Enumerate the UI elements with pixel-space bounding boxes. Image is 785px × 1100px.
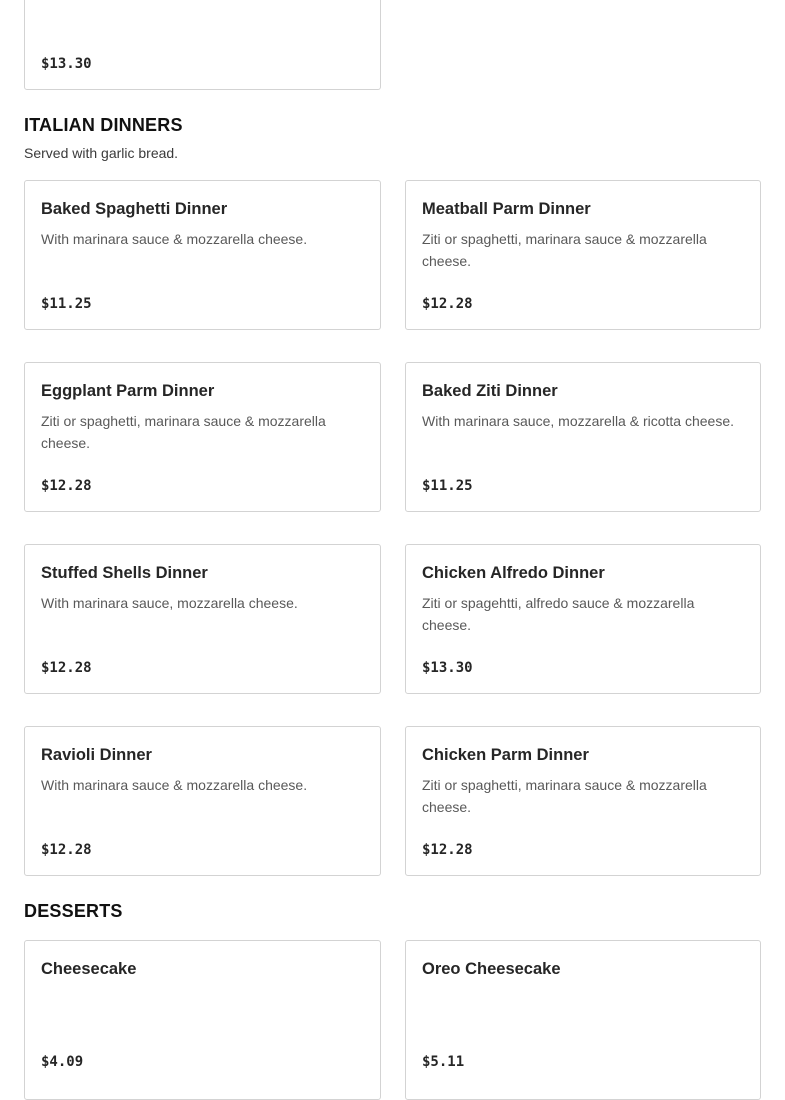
section-title-desserts: DESSERTS	[24, 901, 123, 921]
menu-item-meatball-parm-dinner[interactable]	[405, 180, 761, 330]
menu-item-oreo-cheesecake[interactable]	[405, 940, 761, 1100]
item-description: With marinara sauce & mozzarella cheese.	[41, 777, 308, 793]
item-price: $12.28	[422, 296, 473, 312]
item-name: Stuffed Shells Dinner	[41, 564, 208, 582]
item-description: With marinara sauce, mozzarella cheese.	[41, 595, 298, 611]
item-description: Ziti or spaghetti, marinara sauce & mozzarella cheese.	[41, 413, 326, 451]
item-name: Baked Ziti Dinner	[422, 382, 558, 400]
item-description: With marinara sauce & mozzarella cheese.	[41, 231, 308, 247]
menu-item-chicken-alfredo-dinner[interactable]	[405, 544, 761, 694]
section-subtitle-italian-dinners: Served with garlic bread.	[24, 145, 179, 161]
item-price: $12.28	[422, 842, 473, 858]
menu-item-stuffed-shells-dinner[interactable]	[24, 544, 381, 694]
item-name: Oreo Cheesecake	[422, 960, 561, 978]
item-price: $12.28	[41, 660, 92, 676]
item-price: $11.25	[422, 478, 473, 494]
menu-item-chicken-parm-dinner[interactable]	[405, 726, 761, 876]
item-name: Ravioli Dinner	[41, 746, 152, 764]
item-name: Cheesecake	[41, 960, 137, 978]
item-description: Ziti or spagehtti, alfredo sauce & mozzarella cheese.	[422, 595, 695, 633]
menu-item-eggplant-parm-dinner[interactable]	[24, 362, 381, 512]
item-price: $12.28	[41, 842, 92, 858]
item-name: Eggplant Parm Dinner	[41, 382, 215, 400]
item-name: Chicken Parm Dinner	[422, 746, 589, 764]
menu-item-ravioli-dinner[interactable]	[24, 726, 381, 876]
item-price: $5.11	[422, 1054, 465, 1070]
item-name: Chicken Alfredo Dinner	[422, 564, 605, 582]
menu-item-card[interactable]	[24, 0, 381, 90]
item-price: $4.09	[41, 1054, 84, 1070]
item-name: Meatball Parm Dinner	[422, 200, 591, 218]
item-description: Ziti or spaghetti, marinara sauce & mozzarella cheese.	[422, 231, 707, 269]
menu-item-cheesecake[interactable]	[24, 940, 381, 1100]
item-name: Baked Spaghetti Dinner	[41, 200, 228, 218]
item-description: Ziti or spaghetti, marinara sauce & mozzarella cheese.	[422, 777, 707, 815]
section-title-italian-dinners: ITALIAN DINNERS	[24, 115, 183, 135]
item-price: $12.28	[41, 478, 92, 494]
menu-item-baked-spaghetti-dinner[interactable]	[24, 180, 381, 330]
item-price: $11.25	[41, 296, 92, 312]
menu-item-baked-ziti-dinner[interactable]	[405, 362, 761, 512]
item-price: $13.30	[41, 56, 92, 72]
item-price: $13.30	[422, 660, 473, 676]
item-description: With marinara sauce, mozzarella & ricotta cheese.	[422, 413, 735, 429]
